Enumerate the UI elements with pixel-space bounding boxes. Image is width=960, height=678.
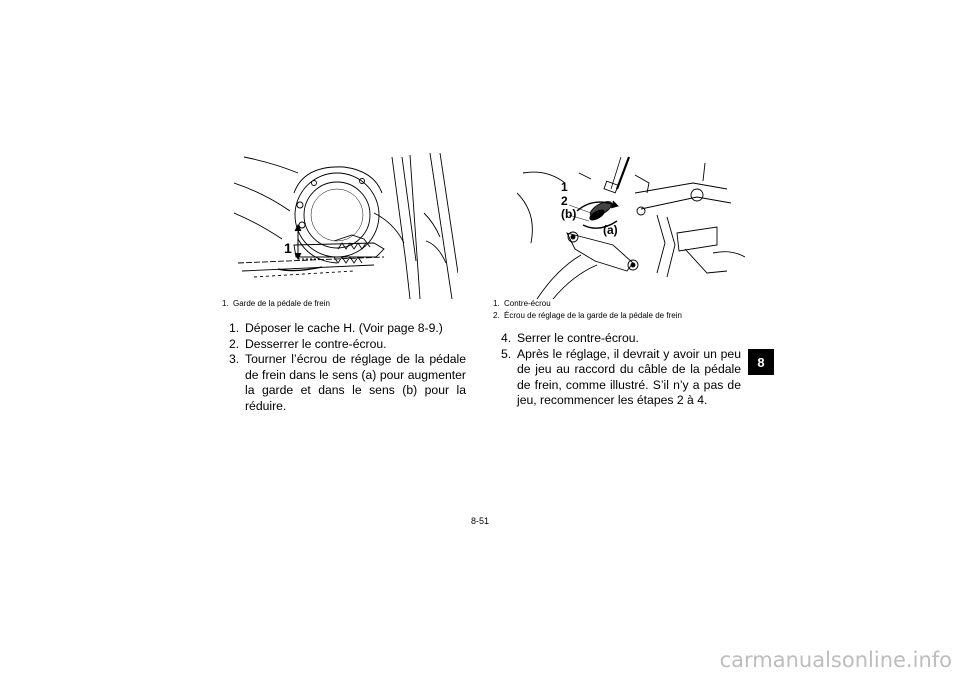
step-item: 4. Serrer le contre-écrou. [501,331,639,345]
watermark: carmanualsonline.info [719,648,952,672]
step-item: 5. Après le réglage, il devrait y avoir un peu de jeu au raccord du câble de la pédale de frein, comme illustré. S’il n’y a pas de jeu, recommencer les étapes 2 à 4. [501,346,741,407]
left-steps-list [229,321,466,414]
step-item: 1. Déposer le cache H. (Voir page 8-9.) [229,321,443,335]
page-number: 8-51 [470,516,489,526]
callout-1: 1 [284,240,292,256]
right-steps-list [501,331,741,409]
callout-a: (a) [603,223,618,237]
caption-item: 1. Garde de la pédale de frein [222,299,330,308]
chapter-tab: 8 [748,349,774,375]
right-figure-caption [493,298,753,322]
left-figure-caption [222,298,462,310]
adjusting-nut-illustration [517,153,745,299]
caption-item: 1. Contre-écrou [493,299,551,308]
step-item: 2. Desserrer le contre-écrou. [229,336,387,351]
callout-b: (b) [561,207,577,221]
brake-pedal-illustration [234,153,458,299]
caption-item: 2. Écrou de réglage de la garde de la pédale de frein [493,311,682,320]
adjusting-nut-drawing [517,153,745,299]
callout-2: 2 [561,194,568,208]
brake-pedal-drawing [234,153,458,299]
step-item: 3. Tourner l’écrou de réglage de la pédale de frein dans le sens (a) pour augmenter la garde et dans le sens (b) pour la réduire. [229,352,466,413]
callout-1: 1 [561,180,568,194]
